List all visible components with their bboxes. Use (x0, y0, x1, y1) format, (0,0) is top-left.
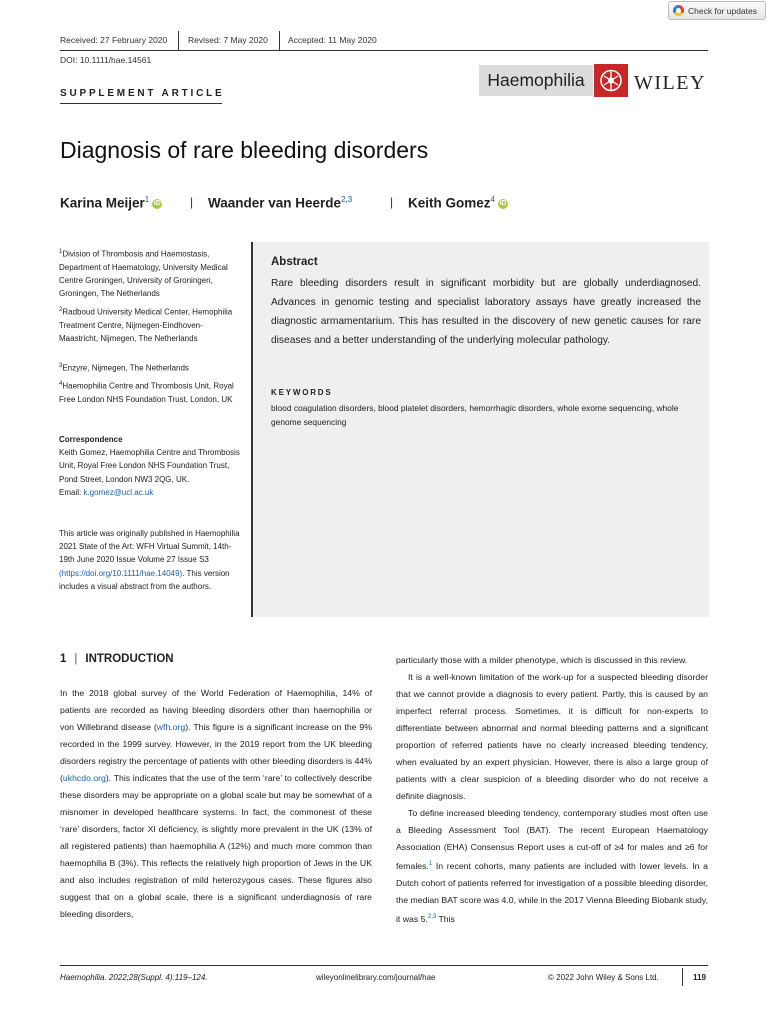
footer-copyright: © 2022 John Wiley & Sons Ltd. (548, 973, 659, 982)
author-name: Waander van Heerde (208, 195, 342, 211)
author-affiliation-ref: 1 (144, 195, 150, 204)
received-date: Received: 27 February 2020 (60, 35, 168, 45)
haemophilia-emblem-icon (594, 64, 628, 97)
paragraph (60, 685, 372, 923)
correspondence-email-line (59, 486, 241, 499)
author-separator: | (390, 195, 394, 209)
affiliation (59, 246, 241, 300)
article-type-rule (60, 103, 222, 104)
publication-note (59, 527, 241, 593)
paragraph-text: To define increased bleeding tendency, contemporary studies most often use a Bleeding Assessment Tool (BAT). The recent European Haematology Association (EHA) Consensus Report uses a cut-off of ≥4 for males and ≥6 for females. (396, 808, 708, 871)
affiliation-number: 3 (59, 363, 63, 369)
section-separator: | (74, 653, 78, 665)
author-gomez[interactable] (408, 195, 508, 211)
affiliation (59, 378, 241, 406)
wfh-link[interactable]: wfh.org (156, 722, 186, 732)
citation-ref[interactable]: 1 (428, 861, 433, 867)
email-link[interactable]: k.gomez@ucl.ac.uk (83, 487, 154, 497)
body-column-right (396, 652, 708, 928)
crossmark-icon (673, 5, 684, 16)
check-for-updates-label: Check for updates (688, 5, 757, 16)
affiliation-text: Enzyre, Nijmegen, The Netherlands (62, 363, 189, 373)
journal-name: Haemophilia (479, 65, 593, 96)
revised-date: Revised: 7 May 2020 (188, 35, 268, 45)
header-divider (178, 31, 179, 50)
paragraph: It is a well-known limitation of the work-up for a suspected bleeding disorder that we cannot provide a diagnosis to every patient. Partly, this is caused by an imperfect referral process. Sometimes, it is difficult for non-experts to differentiate between abnormal and normal bleeding patterns and a significant proportion of referred patients have no clearly increased bleeding tendency, when evaluated by an expert physician. However, there is also a large group of patients with a clear suspicion of a bleeding disorder who do not receive a definite diagnosis. (396, 672, 708, 801)
body-column-left (60, 685, 372, 923)
paragraph-text: In recent cohorts, many patients are included with lower levels. In a Dutch cohort of patients referred for investigation of a possible bleeding disorder, the median BAT score was 4.0, while in the 2017 Vienna Bleeding Biobank study, it was 5. (396, 860, 708, 924)
ukhcdo-link[interactable]: ukhcdo.org (62, 773, 106, 783)
section-title: INTRODUCTION (85, 653, 174, 665)
keywords-heading: KEYWORDS (271, 388, 333, 397)
page-number: 119 (693, 973, 706, 982)
paragraph-text: In the 2018 global survey of the World Federation of Haemophilia, 14% of patients are recorded as having bleeding disorders other than haemophilia or von Willebrand disease ( (60, 688, 372, 732)
correspondence-heading: Correspondence (59, 435, 123, 444)
doi: DOI: 10.1111/hae.14561 (60, 55, 152, 65)
abstract-heading: Abstract (271, 256, 318, 268)
accepted-date: Accepted: 11 May 2020 (288, 35, 377, 45)
affiliation (59, 304, 241, 345)
note-text: . This version includes a visual abstract from the authors. (59, 568, 230, 591)
doi-link[interactable]: (https://doi.org/10.1111/hae.14049) (59, 568, 183, 578)
affiliation-text: Radboud University Medical Center, Hemophilia Treatment Centre, Nijmegen-Eindhoven-Maastricht, Nijmegen, The Netherlands (59, 307, 233, 344)
footer-rule (60, 965, 708, 966)
author-affiliation-ref: 2,3 (341, 195, 353, 204)
footer-divider (682, 968, 683, 986)
paragraph-text: ). This figure is a significant increase on the 9% recorded in the 1999 survey. However, in the 2019 report from the UK bleeding disorders registry the percentage of patients with other bleeding disorders is 44% ( (60, 722, 372, 783)
check-for-updates-button[interactable] (668, 1, 766, 20)
author-name: Karina Meijer (60, 195, 145, 211)
correspondence-address: Keith Gomez, Haemophilia Centre and Thrombosis Unit, Royal Free London NHS Foundation Trust, Pond Street, London NW3 2QG, UK. (59, 448, 240, 484)
affiliation (59, 360, 241, 375)
paragraph: particularly those with a milder phenotype, which is discussed in this review. (396, 655, 688, 665)
paragraph-text: ). This indicates that the use of the term ‘rare’ to collectively describe these disorders may be appropriate on a global scale but may be somewhat of a misnomer in developed healthcare systems. In fact, the commonest of these ‘rare’ disorders, factor XI deficiency, is slightly more prevalent in the UK (13% of all registered patients) than haemophilia A (12%) and much more common than haemophilia B (3%). This reflects the relatively high proportion of Jews in the UK and also includes registration of mild heterozygous cases. These figures also suggest that on a global scale, there is a significant underdiagnosis of rare bleeding disorders, (60, 773, 372, 919)
note-text: This article was originally published in Haemophilia 2021 State of the Art: WFH Virtual Summit, 14th-19th June 2020 Issue Volume 27 Issue S3 (59, 529, 240, 565)
affiliation-number: 1 (59, 249, 63, 255)
author-separator: | (190, 195, 194, 209)
correspondence (59, 433, 241, 499)
paragraph-text: This (436, 913, 455, 924)
keywords-text: blood coagulation disorders, blood platelet disorders, hemorrhagic disorders, whole exome sequencing, whole genome sequencing (271, 403, 679, 427)
author-name: Keith Gomez (408, 195, 491, 211)
author-meijer[interactable] (60, 195, 162, 211)
affiliation-number: 4 (59, 381, 63, 387)
publisher-logo: WILEY (634, 72, 706, 94)
affiliation-text: Division of Thrombosis and Haemostasis, Department of Haematology, University Medical Centre Groningen, University of Groningen, Groningen, The Netherlands (59, 249, 228, 299)
abstract-text: Rare bleeding disorders result in significant morbidity but are globally underdiagnosed. Advances in genomic testing and specialist laboratory assays have greatly increased the diagnostic armamentarium. This has resulted in the discovery of new genetic causes for rare diseases and a better understanding of the underlying molecular pathology. (271, 278, 701, 346)
orcid-icon[interactable]: iD (153, 199, 161, 207)
paragraph (396, 805, 708, 928)
article-title: Diagnosis of rare bleeding disorders (60, 137, 429, 163)
journal-url-link[interactable]: wileyonlinelibrary.com/journal/hae (316, 973, 436, 982)
email-label: Email: (59, 487, 84, 497)
footer-citation: Haemophilia. 2022;28(Suppl. 4):119–124. (60, 973, 208, 982)
orcid-icon[interactable]: iD (499, 199, 507, 207)
citation-ref[interactable]: 2,3 (427, 913, 437, 920)
affiliation-text: Haemophilia Centre and Thrombosis Unit, Royal Free London NHS Foundation Trust, London, UK (59, 381, 234, 404)
author-affiliation-ref: 4 (490, 195, 495, 204)
section-number: 1 (60, 653, 67, 665)
article-type: SUPPLEMENT ARTICLE (60, 88, 225, 99)
header-divider (279, 31, 280, 50)
header-rule (60, 50, 708, 51)
section-heading (60, 653, 174, 665)
affiliation-number: 2 (59, 307, 63, 313)
author-van-heerde[interactable] (208, 195, 352, 211)
